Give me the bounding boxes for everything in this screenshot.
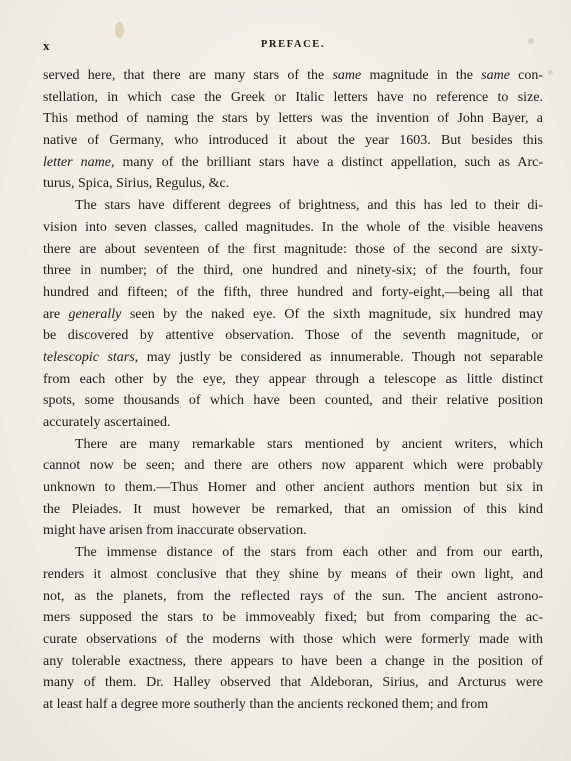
text-run: at least half a degree more southerly than the ancients reckoned them; and from (43, 696, 489, 712)
text-run: native of Germany, who introduced it about the year 1603. But besides this (43, 133, 543, 149)
text-line (43, 152, 543, 174)
text-run: the Pleiades. It must however be remarked, that an omission of this kind (43, 501, 543, 517)
text-run: any tolerable exactness, there appears to have been a change in the position of (43, 653, 543, 669)
text-line (43, 542, 543, 564)
page-number: x (43, 38, 50, 53)
text-run: spots, some thousands of which have been counted, and their relative position (43, 393, 543, 409)
text-line (43, 65, 543, 87)
text-line (43, 520, 543, 542)
text-run: seen by the naked eye. Of the sixth magnitude, six hundred may (121, 306, 543, 322)
text-line (43, 607, 543, 629)
text-line (43, 304, 543, 326)
text-line (43, 629, 543, 651)
text-line (43, 390, 543, 412)
text-run: This method of naming the stars by letters was the invention of John Bayer, a (43, 111, 543, 127)
text-line (43, 477, 543, 499)
text-run: The immense distance of the stars from each other and from our earth, (75, 545, 543, 561)
text-line (43, 87, 543, 109)
text-run: there are about seventeen of the first magnitude: those of the second are sixty- (43, 241, 543, 257)
text-run: mers supposed the stars to be immoveably fixed; but from comparing the ac- (43, 610, 543, 626)
text-run: many of them. Dr. Halley observed that Aldeboran, Sirius, and Arcturus were (43, 675, 543, 691)
italic-text: generally (68, 306, 122, 322)
text-line (43, 195, 543, 217)
text-line (43, 564, 543, 586)
text-run: vision into seven classes, called magnitudes. In the whole of the visible heavens (43, 219, 543, 235)
paragraph (43, 542, 543, 716)
italic-text: telescopic stars, (43, 349, 139, 365)
text-line (43, 325, 543, 347)
text-run: cannot now be seen; and there are others now apparent which were probably (43, 458, 543, 474)
foxing-spot (548, 70, 553, 75)
text-run: may justly be considered as innumerable. Though not separable (138, 349, 543, 365)
italic-text: same (332, 68, 362, 83)
page-header (43, 38, 543, 54)
text-run: renders it almost conclusive that they shine by means of their own light, and (43, 566, 543, 582)
body-text (43, 65, 543, 716)
text-line (43, 672, 543, 694)
text-run: There are many remarkable stars mentioned by ancient writers, which (75, 436, 543, 452)
text-line (43, 586, 543, 608)
text-run: stellation, in which case the Greek or Italic letters have no reference to size. (43, 89, 543, 105)
text-run: hundred and fifteen; of the fifth, three hundred and forty-eight,—being all that (43, 284, 543, 300)
text-run: many of the brilliant stars have a distinct appellation, such as Arc- (114, 154, 543, 170)
text-line (43, 173, 543, 195)
italic-text: same (481, 68, 510, 83)
text-run: magnitude in the (361, 68, 482, 83)
text-line (43, 694, 543, 716)
text-line (43, 260, 543, 282)
text-run: might have arisen from inaccurate observation. (43, 523, 307, 539)
text-run: be discovered by attentive observation. Those of the seventh magnitude, or (43, 328, 543, 344)
paragraph (43, 434, 543, 542)
text-line (43, 347, 543, 369)
text-line (43, 434, 543, 456)
paragraph (43, 195, 543, 434)
text-run: unknown to them.—Thus Homer and other ancient authors mention but six in (43, 480, 543, 496)
text-line (43, 217, 543, 239)
text-run: three in number; of the third, one hundred and ninety-six; of the fourth, four (43, 263, 543, 279)
paragraph (43, 65, 543, 195)
text-line (43, 282, 543, 304)
text-run: from each other by the eye, they appear through a telescope as little distinct (43, 371, 543, 387)
foxing-spot (115, 22, 124, 38)
text-line (43, 499, 543, 521)
text-run: are (43, 306, 69, 322)
text-line (43, 369, 543, 391)
text-run: accurately ascertained. (43, 415, 171, 430)
italic-text: letter name, (43, 154, 115, 170)
text-run: turus, Spica, Sirius, Regulus, &c. (43, 176, 230, 192)
text-line (43, 239, 543, 261)
text-line (43, 130, 543, 152)
text-run: The stars have different degrees of brightness, and this has led to their di- (75, 198, 543, 214)
running-title: PREFACE. (260, 39, 326, 50)
text-line (43, 455, 543, 477)
text-run: con- (509, 68, 543, 83)
text-run: not, as the planets, from the reflected rays of the sun. The ancient astrono- (43, 588, 543, 604)
text-run: served here, that there are many stars of the (43, 68, 333, 83)
text-run: curate observations of the moderns with those which were formerly made with (43, 631, 543, 647)
text-line (43, 651, 543, 673)
text-line (43, 412, 543, 434)
text-line (43, 108, 543, 130)
